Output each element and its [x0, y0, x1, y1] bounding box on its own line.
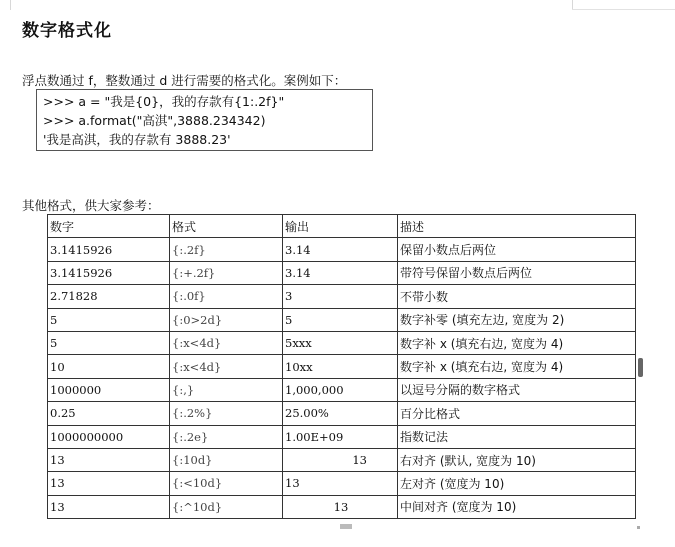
table-row: [48, 355, 636, 378]
cell-description: 数字补 x (填充右边, 宽度为 4): [398, 355, 636, 378]
table-row: [48, 472, 636, 495]
cell-number: 13: [48, 448, 170, 471]
cell-number: 1000000: [48, 378, 170, 401]
cell-description: 带符号保留小数点后两位: [398, 261, 636, 284]
scrollbar-thumb[interactable]: [638, 358, 643, 377]
cell-output: 1,000,000: [283, 378, 398, 401]
cell-number: 3.1415926: [48, 261, 170, 284]
code-example-box: [36, 89, 373, 151]
page-edge-left: [10, 0, 11, 10]
corner-grip-icon: [637, 526, 640, 529]
cell-format: {:x<4d}: [170, 331, 283, 354]
table-row: [48, 308, 636, 331]
cell-output: 5xxx: [283, 331, 398, 354]
cell-number: 5: [48, 331, 170, 354]
cell-description: 以逗号分隔的数字格式: [398, 378, 636, 401]
cell-number: 0.25: [48, 402, 170, 425]
page-edge-top: [572, 9, 675, 10]
cell-number: 13: [48, 495, 170, 518]
cell-description: 左对齐 (宽度为 10): [398, 472, 636, 495]
table-row: [48, 425, 636, 448]
cell-output: 3: [283, 285, 398, 308]
cell-format: {:.2%}: [170, 402, 283, 425]
format-table: [47, 214, 636, 519]
cell-description: 不带小数: [398, 285, 636, 308]
cell-number: 13: [48, 472, 170, 495]
cell-format: {:^10d}: [170, 495, 283, 518]
cell-output: 13: [283, 472, 398, 495]
cell-description: 右对齐 (默认, 宽度为 10): [398, 448, 636, 471]
header-number: 数字: [48, 215, 170, 238]
resize-handle[interactable]: [340, 524, 352, 529]
intro-text: 浮点数通过 f，整数通过 d 进行需要的格式化。案例如下：: [22, 73, 347, 88]
cell-format: {:.2e}: [170, 425, 283, 448]
cell-format: {:.2f}: [170, 238, 283, 261]
section-title: 其他格式，供大家参考：: [22, 198, 160, 213]
table-row: [48, 261, 636, 284]
cell-output: 1.00E+09: [283, 425, 398, 448]
cell-format: {:x<4d}: [170, 355, 283, 378]
cell-format: {:.0f}: [170, 285, 283, 308]
cell-format: {:,}: [170, 378, 283, 401]
header-output: 输出: [283, 215, 398, 238]
cell-format: {:+.2f}: [170, 261, 283, 284]
cell-description: 数字补零 (填充左边, 宽度为 2): [398, 308, 636, 331]
table-header-row: [48, 215, 636, 238]
header-format: 格式: [170, 215, 283, 238]
cell-number: 5: [48, 308, 170, 331]
cell-output: 3.14: [283, 238, 398, 261]
cell-output: 13: [283, 448, 398, 471]
code-line: >>> a = "我是{0}，我的存款有{1:.2f}": [43, 94, 285, 109]
cell-description: 中间对齐 (宽度为 10): [398, 495, 636, 518]
cell-description: 数字补 x (填充右边, 宽度为 4): [398, 331, 636, 354]
cell-output: 3.14: [283, 261, 398, 284]
cell-number: 3.1415926: [48, 238, 170, 261]
code-line: '我是高淇，我的存款有 3888.23': [43, 132, 231, 147]
cell-format: {:10d}: [170, 448, 283, 471]
table-row: [48, 331, 636, 354]
table-row: [48, 285, 636, 308]
cell-output: 10xx: [283, 355, 398, 378]
cell-output: 25.00%: [283, 402, 398, 425]
cell-number: 2.71828: [48, 285, 170, 308]
table-row: [48, 378, 636, 401]
cell-format: {:0>2d}: [170, 308, 283, 331]
cell-format: {:<10d}: [170, 472, 283, 495]
cell-output: 5: [283, 308, 398, 331]
table-row: [48, 448, 636, 471]
table-row: [48, 402, 636, 425]
cell-number: 1000000000: [48, 425, 170, 448]
page-title: 数字格式化: [22, 21, 112, 41]
table-body: [48, 238, 636, 519]
code-line: >>> a.format("高淇",3888.234342): [43, 113, 266, 128]
cell-output: 13: [283, 495, 398, 518]
header-description: 描述: [398, 215, 636, 238]
table-row: [48, 238, 636, 261]
table-row: [48, 495, 636, 518]
cell-number: 10: [48, 355, 170, 378]
cell-description: 指数记法: [398, 425, 636, 448]
cell-description: 保留小数点后两位: [398, 238, 636, 261]
cell-description: 百分比格式: [398, 402, 636, 425]
